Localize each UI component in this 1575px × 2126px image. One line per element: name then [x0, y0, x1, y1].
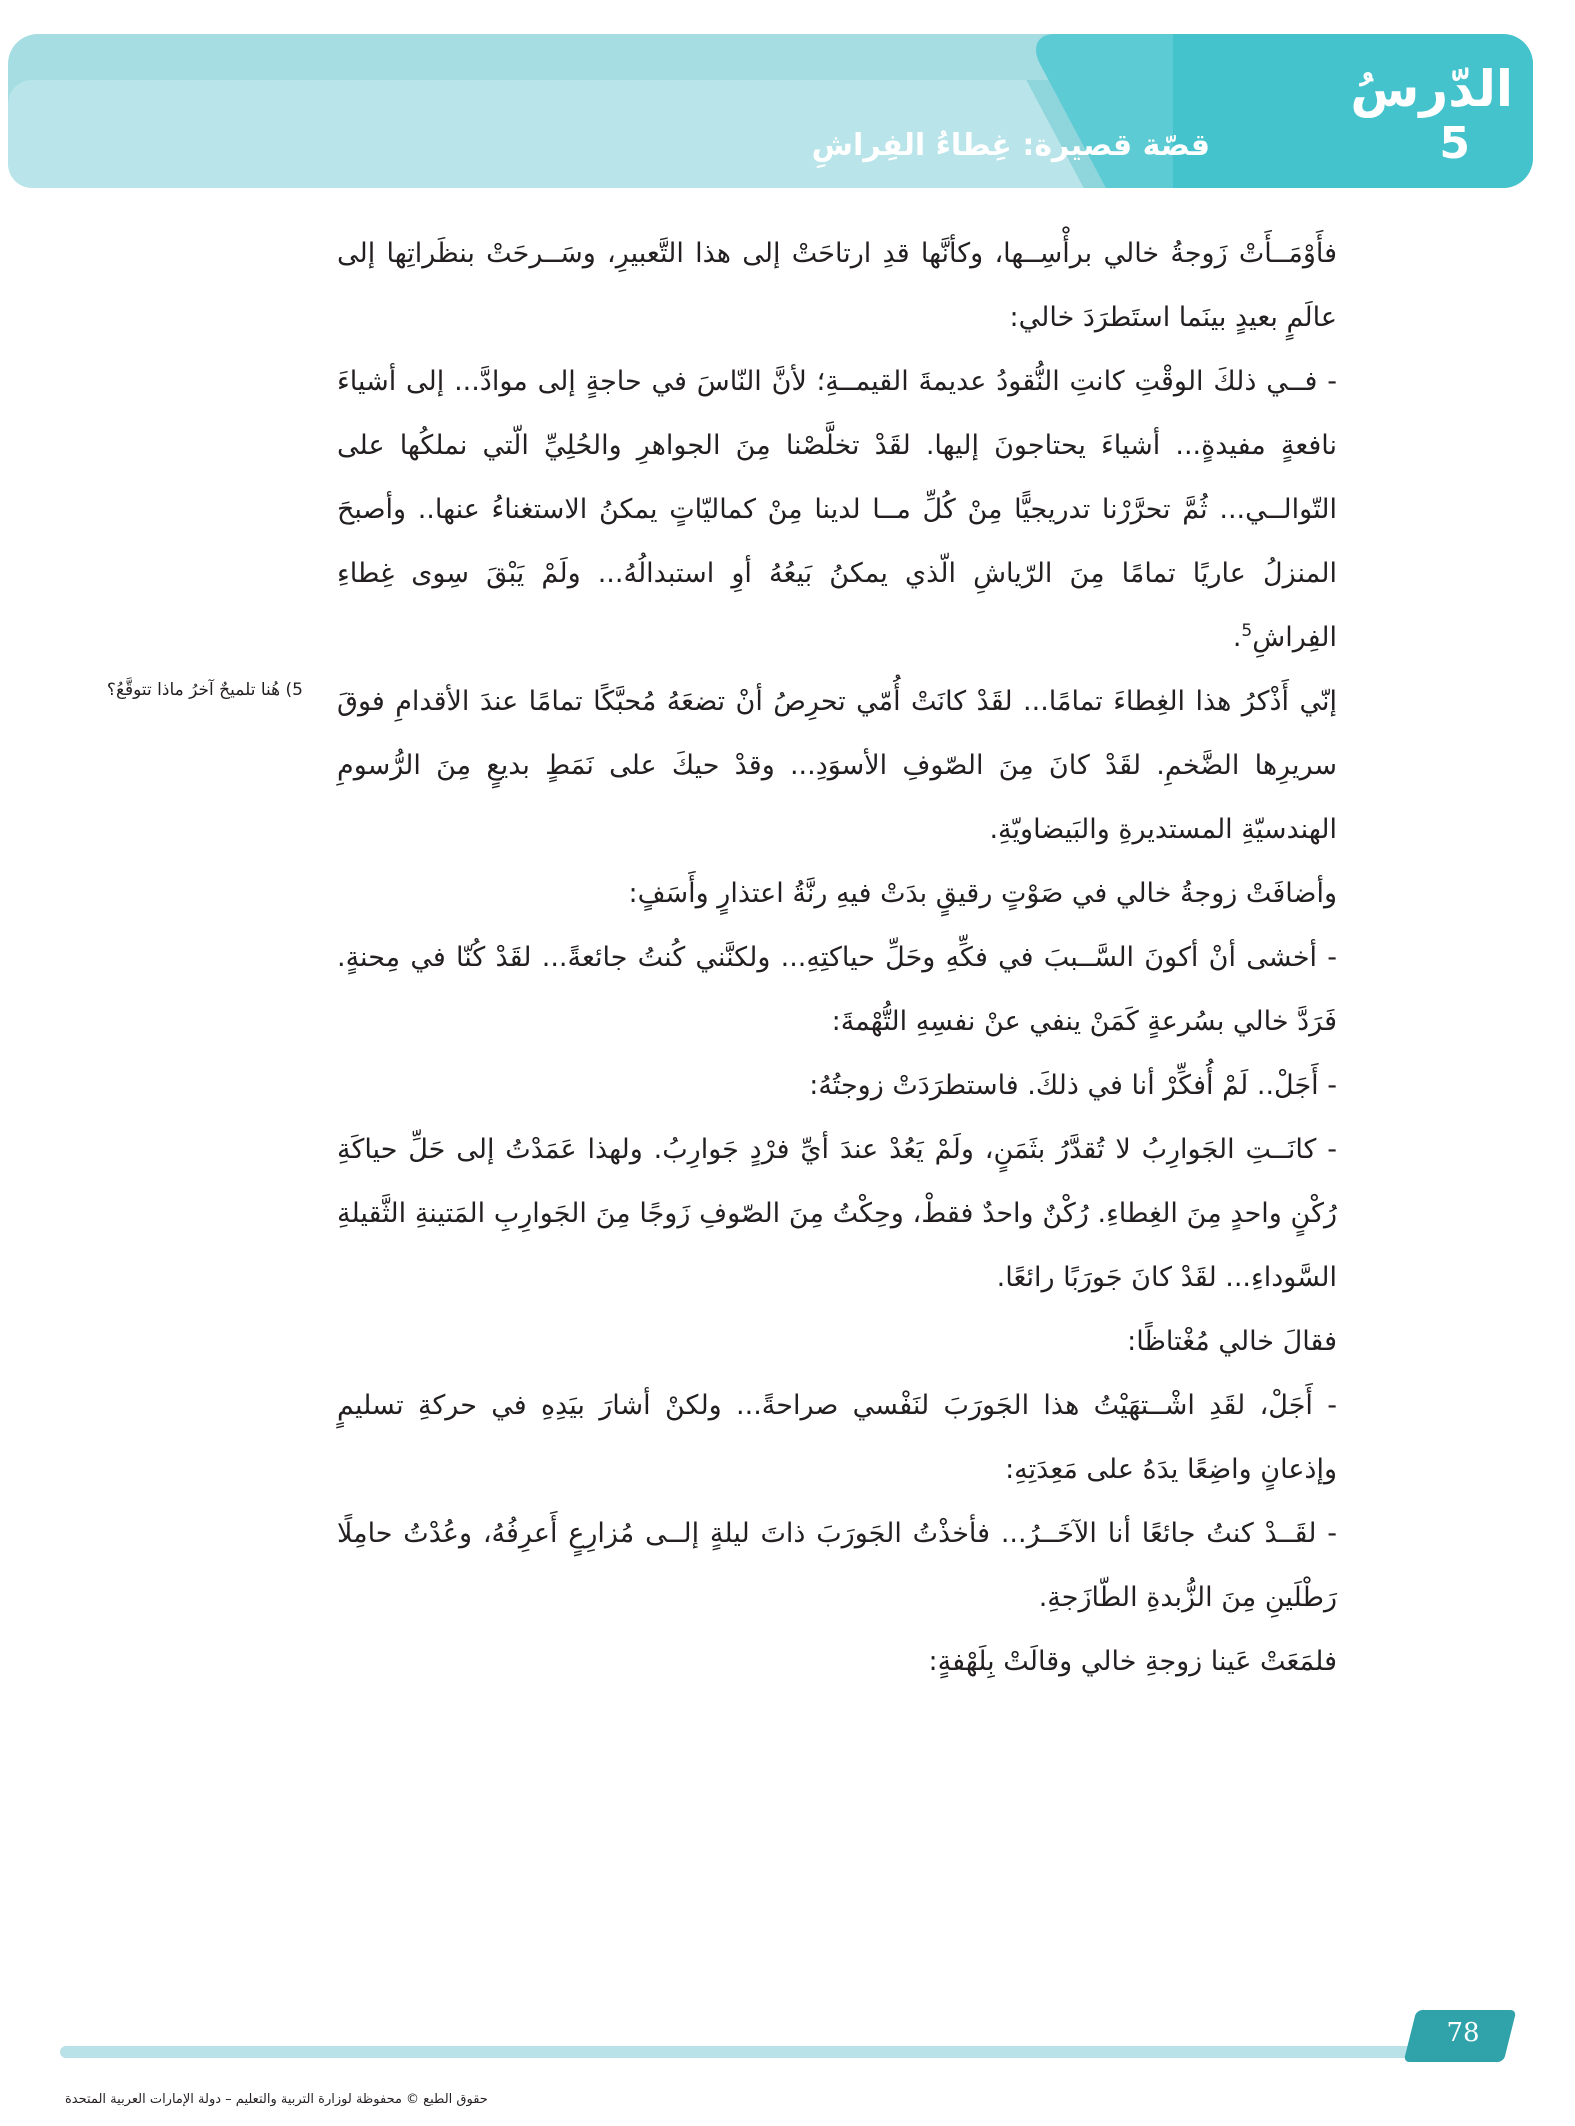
paragraph: - أَجَلْ.. لَمْ أُفكِّرْ أنا في ذلكَ. فاستطرَدَتْ زوجتُهُ: — [809, 1070, 1337, 1101]
paragraph-text: - فــي ذلكَ الوقْتِ كانتِ النُّقودُ عديمةَ القيمــةِ؛ لأنَّ النّاسَ في حاجةٍ إلى موادَّ... إلى أشياءَ نافعةٍ مفيدةٍ... أشياءَ يحتاجونَ إليها. لقَدْ تخلَّصْنا مِنَ الجواهرِ والحُلِيِّ الّتي نملكُها على التّوالــي... ثُمَّ تحرَّرْنا تدريجيًّا مِنْ كُلِّ مــا لدينا مِنْ كماليّاتٍ يمكنُ الاستغناءُ عنها.. وأصبحَ المنزلُ عاريًا تمامًا مِنَ الرّياشِ الّذي يمكنُ بَيعُهُ أوِ استبدالُهُ... ولَمْ يَبْقَ سِوى غِطاءِ الفِراشِ — [337, 366, 1337, 653]
paragraph: فقالَ خالي مُغْتاظًا: — [1127, 1326, 1337, 1357]
paragraph-with-footnote: - فــي ذلكَ الوقْتِ كانتِ النُّقودُ عديمةَ القيمــةِ؛ لأنَّ النّاسَ في حاجةٍ إلى موادَّ... إلى أشياءَ نافعةٍ مفيدةٍ... أشياءَ يحتاجونَ إليها. لقَدْ تخلَّصْنا مِنَ الجواهرِ والحُلِيِّ الّتي نملكُها على التّوالــي... ثُمَّ تحرَّرْنا تدريجيًّا مِنْ كُلِّ مــا لدينا مِنْ كماليّاتٍ يمكنُ الاستغناءُ عنها.. وأصبحَ المنزلُ عاريًا تمامًا مِنَ الرّياشِ الّذي يمكنُ بَيعُهُ أوِ استبدالُهُ... ولَمْ يَبْقَ سِوى غِطاءِ الفِراشِ$^5$. — [337, 366, 1337, 653]
paragraph: فلمَعَتْ عَينا زوجةِ خالي وقالَتْ بِلَهْفةٍ: — [928, 1646, 1337, 1677]
paragraph: - أخشى أنْ أكونَ السَّــببَ في فكِّهِ وحَلِّ حياكتِهِ... ولكنَّني كُنتُ جائعةً... لقَدْ كُنّا في مِحنةٍ. فَرَدَّ خالي بسُرعةٍ كَمَنْ ينفي عنْ نفسِهِ التُّهْمةَ: — [337, 942, 1337, 1037]
story-text — [337, 222, 1337, 1694]
paragraph: - كانَــتِ الجَوارِبُ لا تُقدَّرُ بثَمَنٍ، ولَمْ يَعُدْ عندَ أيِّ فرْدٍ جَوارِبُ. ولهذا عَمَدْتُ إلى حَلِّ حياكَةِ رُكْنٍ واحدٍ مِنَ الغِطاءِ. رُكْنٌ واحدٌ فقطْ، وحِكْتُ مِنَ الصّوفِ زَوجًا مِنَ الجَوارِبِ المَتينةِ الثَّقيلةِ السَّوداءِ... لقَدْ كانَ جَورَبًا رائعًا. — [337, 1134, 1337, 1293]
paragraph: وأضافَتْ زوجةُ خالي في صَوْتٍ رقيقٍ بدَتْ فيهِ رنَّةُ اعتذارٍ وأَسَفٍ: — [628, 878, 1337, 909]
footnote-ref: 5 — [1241, 621, 1253, 641]
page-number: 78 — [1446, 2018, 1480, 2048]
paragraph: إنّي أَذْكرُ هذا الغِطاءَ تمامًا... لقَدْ كانَتْ أُمّي تحرِصُ أنْ تضعَهُ مُحبَّكًا تمامًا عندَ الأقدامِ فوقَ سريرِها الضَّخمِ. لقَدْ كانَ مِنَ الصّوفِ الأسوَدِ... وقدْ حيكَ على نَمَطٍ بديعٍ مِنَ الرُّسومِ الهندسيّةِ المستديرةِ والبَيضاويّةِ. — [337, 686, 1337, 845]
lesson-number: 5 — [1439, 118, 1470, 169]
margin-note: 5) هُنا تلميحٌ آخرُ ماذا تتوقَّعُ؟ — [106, 680, 303, 700]
paragraph: - أَجَلْ، لقَدِ اشْــتهَيْتُ هذا الجَورَبَ لنَفْسي صراحةً... ولكنْ أشارَ بيَدِهِ في حركةِ تسليمٍ وإذعانٍ واضِعًا يدَهُ على مَعِدَتِهِ: — [337, 1390, 1337, 1485]
lesson-word: الدّرسُ — [1350, 60, 1513, 118]
copyright-text: حقوق الطبع © محفوظة لوزارة التربية والتعليم – دولة الإمارات العربية المتحدة — [65, 2092, 488, 2107]
paragraph: فأَوْمَــأَتْ زَوجةُ خالي برأْسِــها، وكأنَّها قدِ ارتاحَتْ إلى هذا التَّعبيرِ، وسَــرحَتْ بنظَراتِها إلى عالَمٍ بعيدٍ بينَما استَطرَدَ خالي: — [337, 238, 1337, 333]
lesson-title: قصّة قصيرة: غِطاءُ الفِراشِ — [811, 128, 1210, 163]
paragraph: - لقَــدْ كنتُ جائعًا أنا الآخَــرُ... فأخذْتُ الجَورَبَ ذاتَ ليلةٍ إلــى مُزارِعٍ أَعرِفُهُ، وعُدْتُ حامِلًا رَطْلَينِ مِنَ الزُّبدةِ الطّازَجةِ. — [337, 1518, 1337, 1613]
footer-bar — [60, 2046, 1460, 2058]
